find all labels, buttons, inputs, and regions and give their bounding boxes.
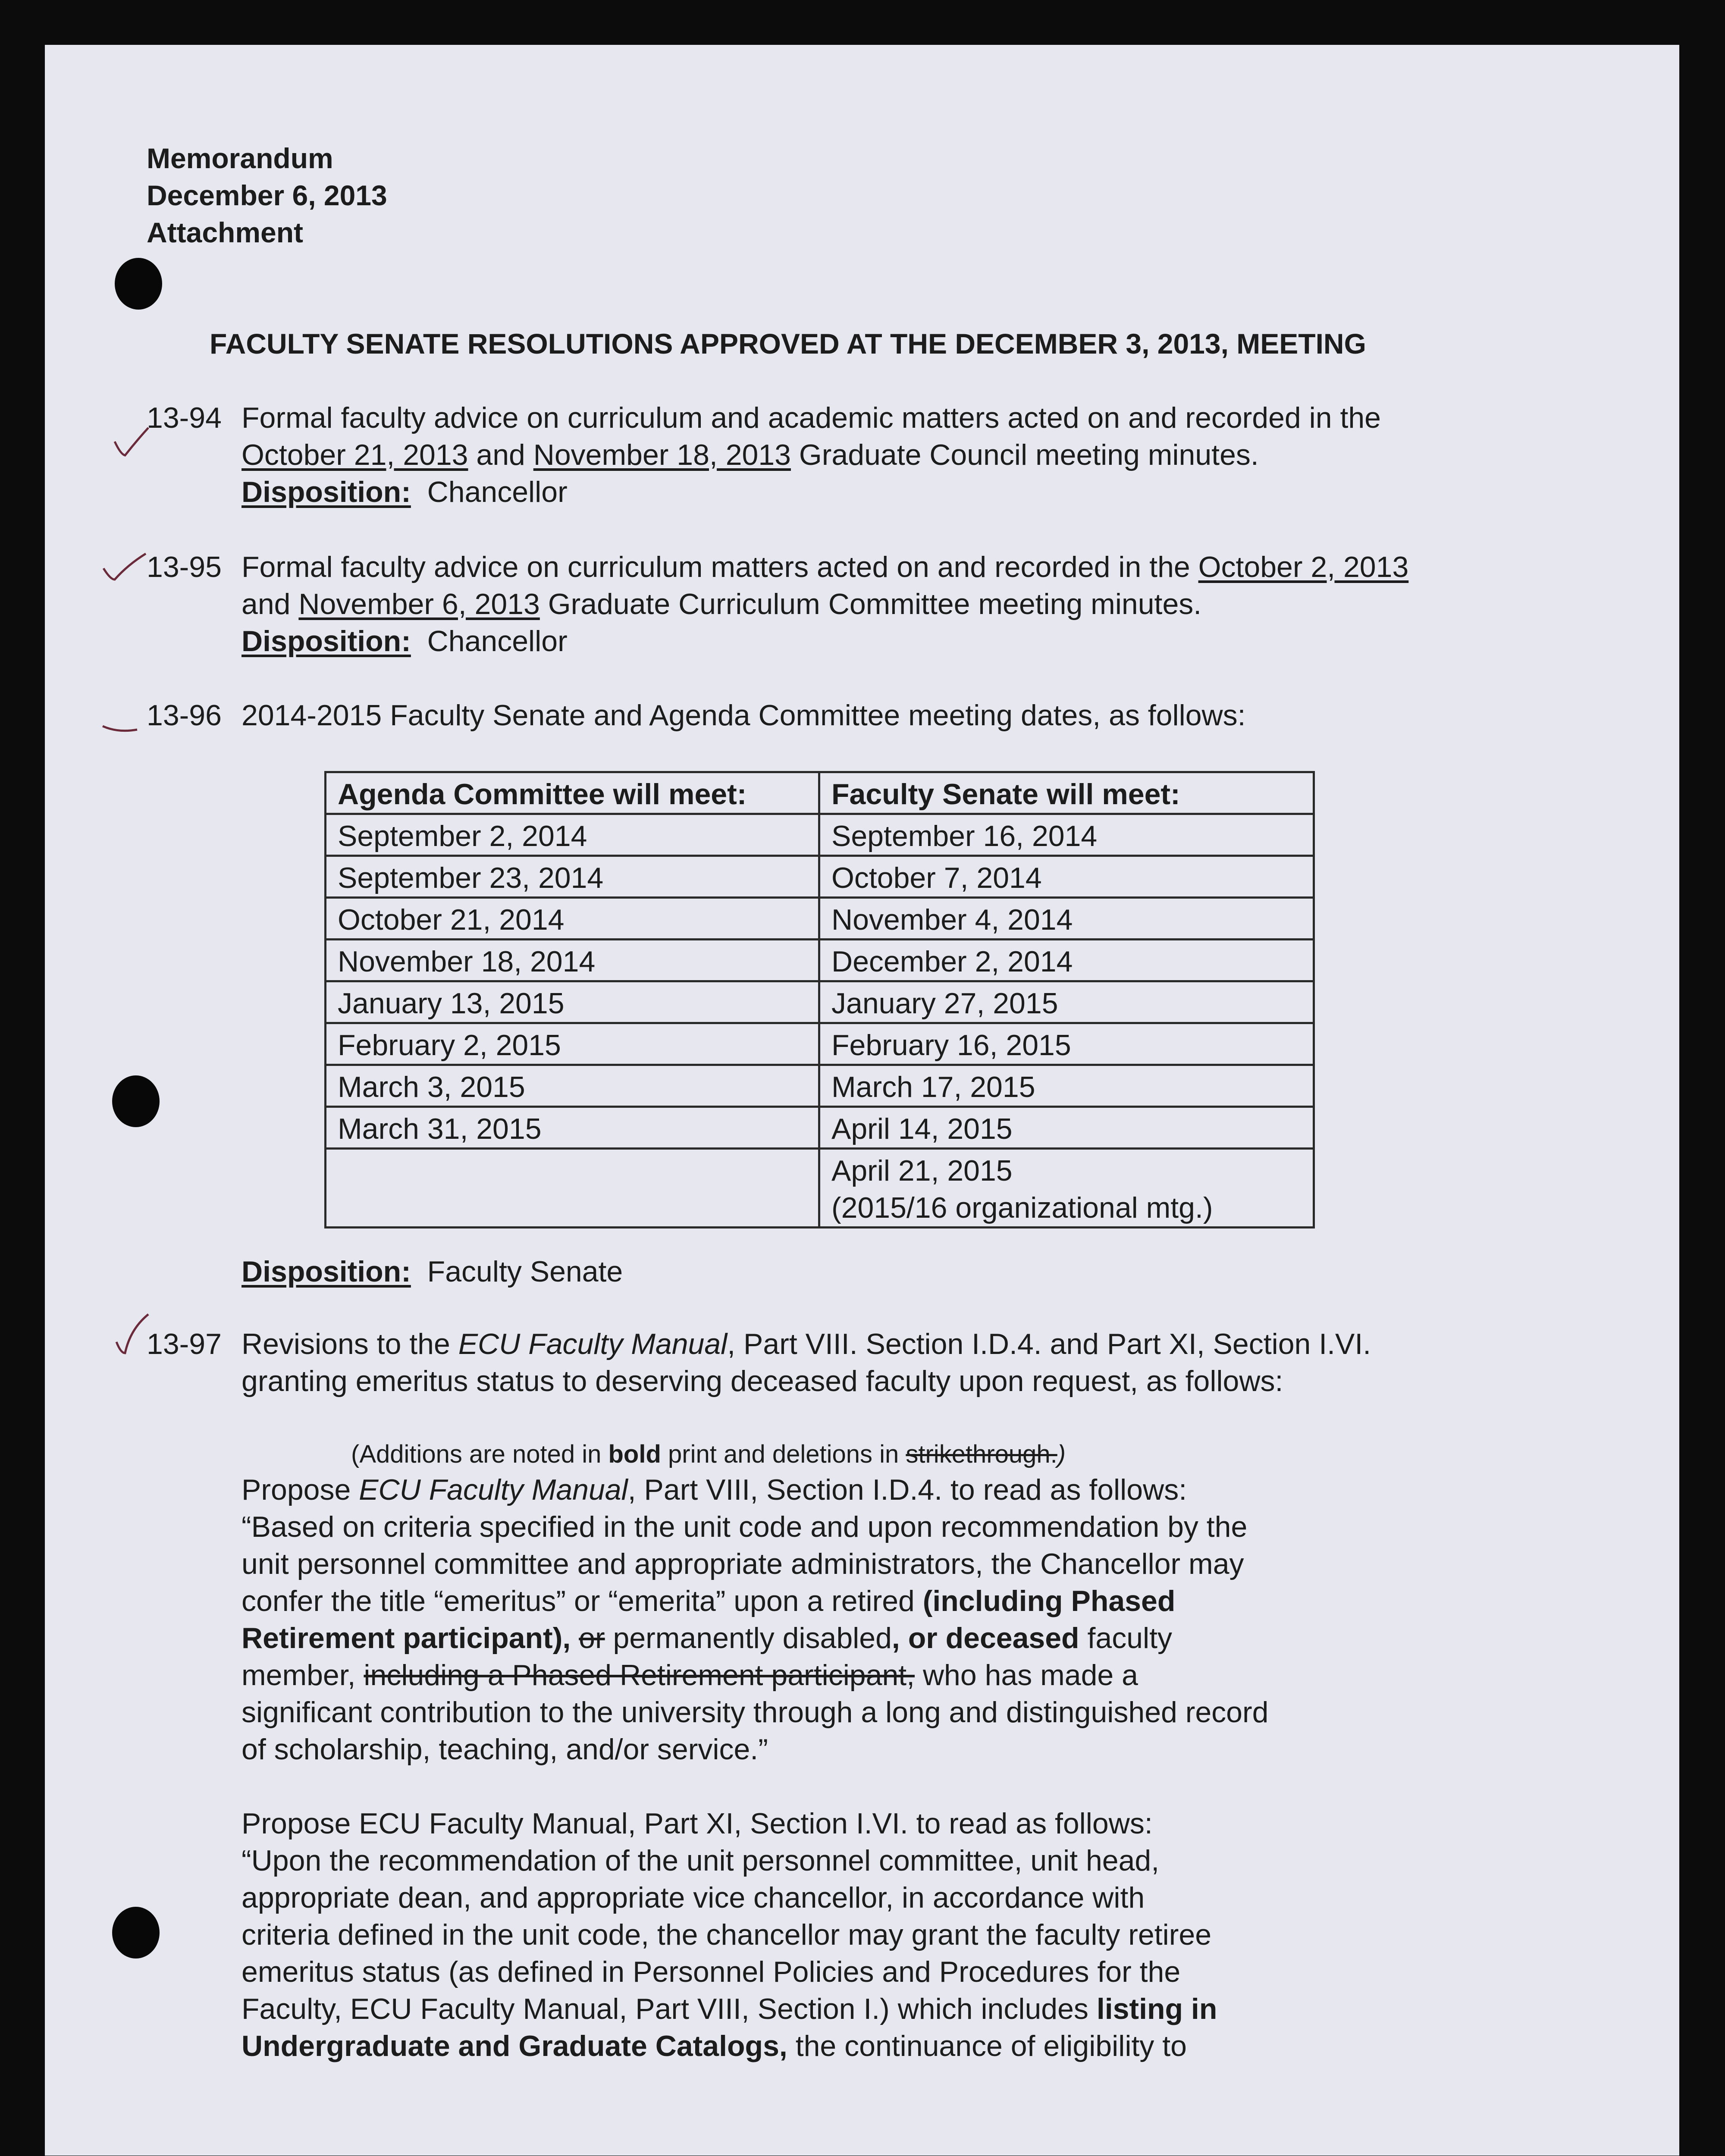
proposed-text: member, including a Phased Retirement participant, who has made a (242, 1659, 1138, 1692)
minutes-link[interactable]: October 21, 2013 (242, 439, 468, 471)
table-row (326, 940, 1314, 981)
resolution-text: Formal faculty advice on curriculum matters acted on and recorded in the October 2, 2013 (242, 551, 1409, 583)
binder-hole-bottom (112, 1907, 160, 1959)
proposal-heading: Propose ECU Faculty Manual, Part VIII, Section I.D.4. to read as follows: (242, 1473, 1187, 1506)
proposed-text: “Upon the recommendation of the unit personnel committee, unit head, (242, 1844, 1160, 1877)
proposal-heading: Propose ECU Faculty Manual, Part XI, Section I.VI. to read as follows: (242, 1807, 1153, 1840)
senate-date-cell: December 2, 2014 (819, 940, 1314, 981)
disposition-value: Chancellor (427, 476, 568, 508)
disposition (242, 623, 568, 660)
resolution-number: 13-95 (147, 551, 222, 583)
senate-date-cell: February 16, 2015 (819, 1023, 1314, 1065)
proposed-text: Undergraduate and Graduate Catalogs, the continuance of eligibility to (242, 2030, 1187, 2062)
column-header: Faculty Senate will meet: (819, 772, 1314, 814)
resolution-text: Revisions to the ECU Faculty Manual, Part VIII. Section I.D.4. and Part XI, Section I.VI. (242, 1328, 1371, 1360)
proposed-text: “Based on criteria specified in the unit code and upon recommendation by the (242, 1510, 1248, 1543)
resolution-number: 13-97 (147, 1328, 222, 1360)
minutes-link[interactable]: November 6, 2013 (298, 588, 540, 620)
proposed-text: emeritus status (as defined in Personnel Policies and Procedures for the (242, 1955, 1181, 1988)
senate-date-cell: April 21, 2015 (2015/16 organizational mtg.) (819, 1149, 1314, 1228)
check-mark-icon (101, 549, 148, 584)
organizational-meeting-note: (2015/16 organizational mtg.) (831, 1191, 1213, 1224)
disposition-label: Disposition: (242, 1255, 411, 1288)
senate-date-cell: September 16, 2014 (819, 814, 1314, 856)
table-row (326, 898, 1314, 940)
binder-hole-middle (112, 1075, 160, 1127)
minutes-link[interactable]: October 2, 2013 (1198, 551, 1409, 583)
senate-date-cell: October 7, 2014 (819, 856, 1314, 898)
senate-date-cell: March 17, 2015 (819, 1065, 1314, 1107)
agenda-date-cell: March 3, 2015 (326, 1065, 819, 1107)
memo-attachment-label: Attachment (147, 216, 304, 248)
resolution-text: Formal faculty advice on curriculum and academic matters acted on and recorded in the (242, 401, 1381, 434)
agenda-date-cell (326, 1149, 819, 1228)
revision-legend-note: (Additions are noted in bold print and deletions in strikethrough.) (351, 1440, 1066, 1468)
resolution-number: 13-94 (147, 401, 222, 434)
meeting-dates-table (324, 771, 1315, 1228)
table-row (326, 1065, 1314, 1107)
proposed-text: Faculty, ECU Faculty Manual, Part VIII, Section I.) which includes listing in (242, 1993, 1217, 2025)
memo-date: December 6, 2013 (147, 179, 387, 211)
agenda-date-cell: January 13, 2015 (326, 981, 819, 1023)
disposition-value: Faculty Senate (427, 1255, 623, 1288)
senate-date-cell: April 14, 2015 (819, 1107, 1314, 1149)
dash-mark-icon (101, 720, 140, 737)
agenda-date-cell: February 2, 2015 (326, 1023, 819, 1065)
check-mark-icon (112, 424, 151, 459)
senate-date-cell: January 27, 2015 (819, 981, 1314, 1023)
senate-date-cell: November 4, 2014 (819, 898, 1314, 940)
minutes-link[interactable]: November 18, 2013 (533, 439, 791, 471)
table-row (326, 1023, 1314, 1065)
proposed-text: criteria defined in the unit code, the chancellor may grant the faculty retiree (242, 1918, 1212, 1951)
resolution-number: 13-96 (147, 699, 222, 732)
disposition-value: Chancellor (427, 625, 568, 658)
table-row (326, 814, 1314, 856)
proposed-text: confer the title “emeritus” or “emerita” upon a retired (including Phased (242, 1585, 1176, 1617)
binder-hole-top (115, 258, 162, 310)
agenda-date-cell: March 31, 2015 (326, 1107, 819, 1149)
agenda-date-cell: November 18, 2014 (326, 940, 819, 981)
column-header: Agenda Committee will meet: (326, 772, 819, 814)
proposed-text: appropriate dean, and appropriate vice chancellor, in accordance with (242, 1881, 1145, 1914)
proposed-text: significant contribution to the university through a long and distinguished record (242, 1696, 1269, 1729)
table-row (326, 981, 1314, 1023)
check-mark-icon (113, 1312, 152, 1359)
resolution-text: granting emeritus status to deserving deceased faculty upon request, as follows: (242, 1365, 1283, 1398)
memo-type: Memorandum (147, 142, 333, 174)
disposition (242, 473, 568, 511)
table-row (326, 1149, 1314, 1228)
agenda-date-cell: October 21, 2014 (326, 898, 819, 940)
resolution-text: October 21, 2013 and November 18, 2013 Graduate Council meeting minutes. (242, 439, 1259, 471)
resolution-text: 2014-2015 Faculty Senate and Agenda Committee meeting dates, as follows: (242, 699, 1246, 732)
disposition-label: Disposition: (242, 625, 411, 658)
table-header-row (326, 772, 1314, 814)
document-page (45, 45, 1679, 2156)
table-row (326, 856, 1314, 898)
resolution-text: and November 6, 2013 Graduate Curriculum Committee meeting minutes. (242, 588, 1202, 620)
page-title: FACULTY SENATE RESOLUTIONS APPROVED AT THE DECEMBER 3, 2013, MEETING (210, 328, 1366, 360)
proposed-text: Retirement participant), or permanently disabled, or deceased faculty (242, 1622, 1173, 1655)
agenda-date-cell: September 2, 2014 (326, 814, 819, 856)
proposed-text: unit personnel committee and appropriate administrators, the Chancellor may (242, 1548, 1244, 1580)
table-row (326, 1107, 1314, 1149)
disposition-label: Disposition: (242, 476, 411, 508)
proposed-text: of scholarship, teaching, and/or service.” (242, 1733, 768, 1766)
disposition (242, 1253, 623, 1290)
agenda-date-cell: September 23, 2014 (326, 856, 819, 898)
